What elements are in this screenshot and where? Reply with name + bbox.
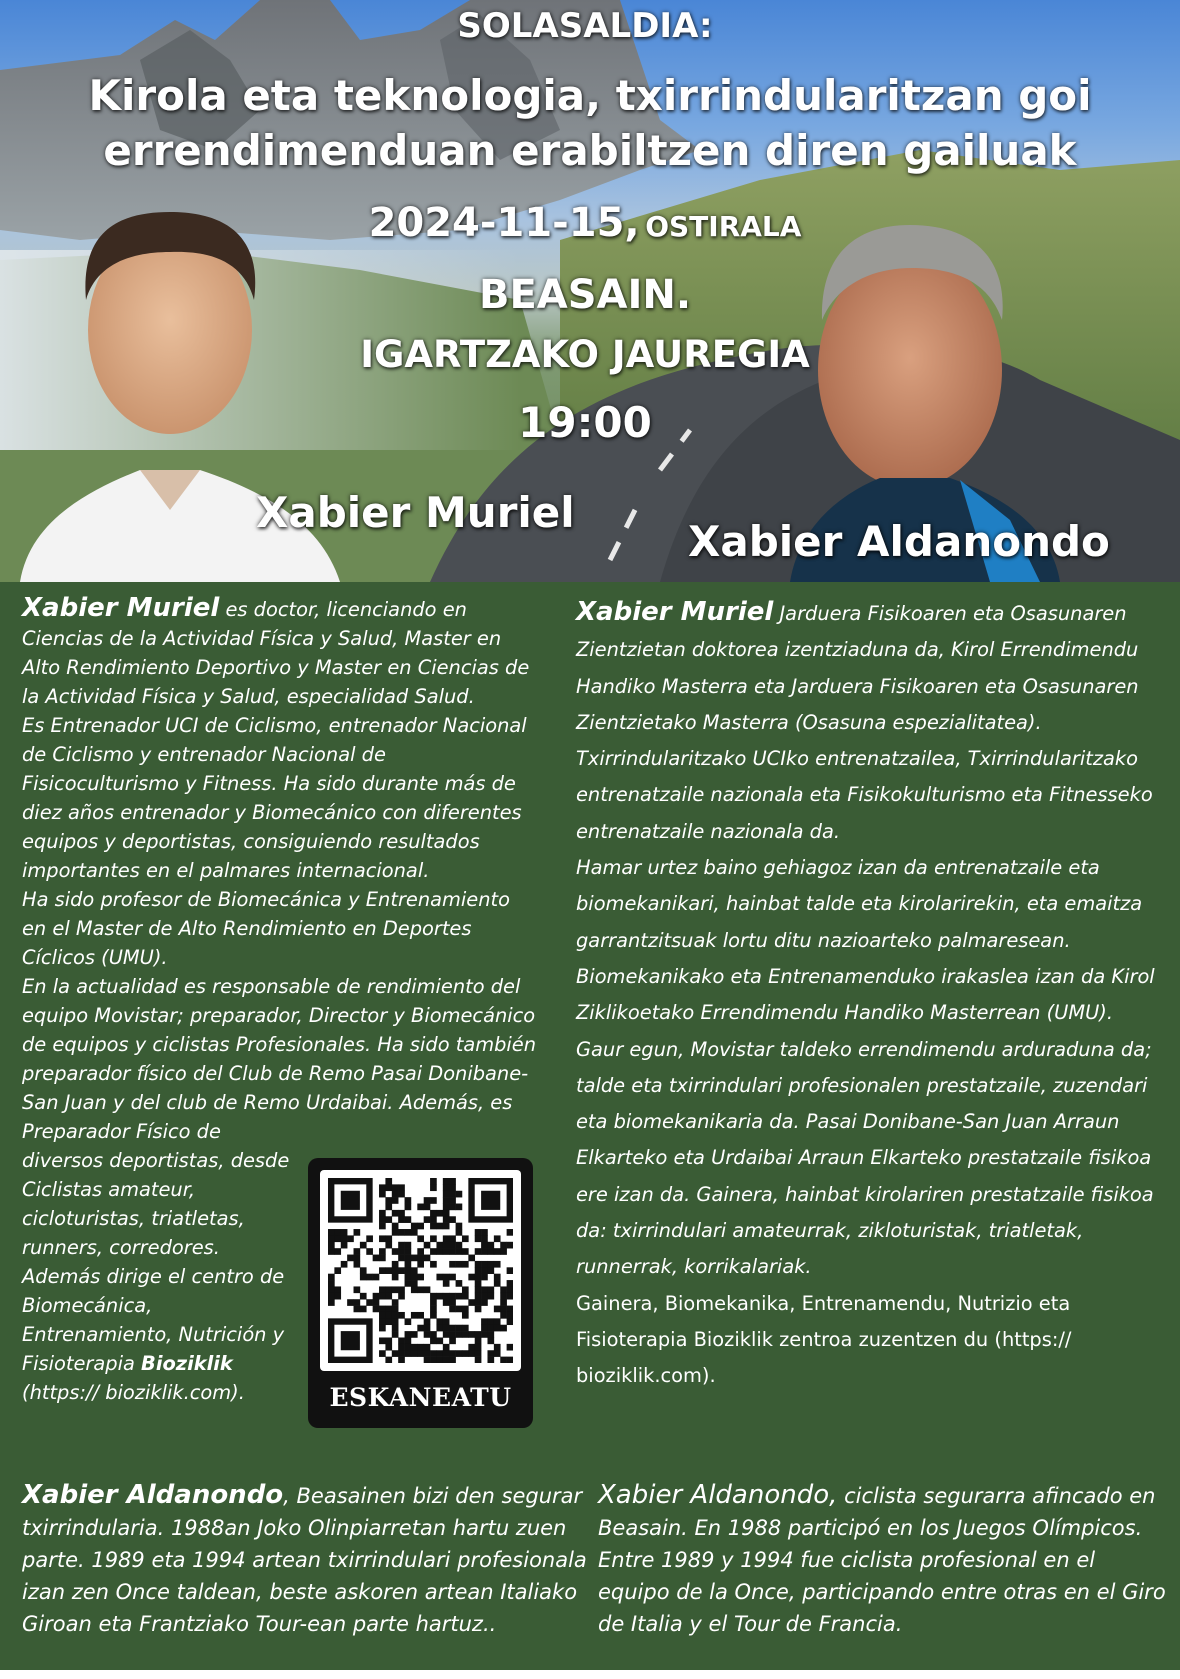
bio-muriel-es-p1: Xabier Muriel es doctor, licenciando en Ciencias de la Actividad Física y Salud, Master en Alto Rendimiento Deportivo y Master en Ciencias de la Actividad Física y Salud, especialidad Salud. <box>22 593 530 708</box>
bio-muriel-es-p4: En la actualidad es responsable de rendimiento del equipo Movistar; preparador, Director y Biomecánico de equipos y ciclistas Profesionales. Ha sido también preparador físico del Club de Remo Pasai Donibane-San Juan y del club de Remo Urdaibai. Además, es <box>22 975 537 1114</box>
bio-muriel-eu-p4: Biomekanikako eta Entrenamenduko irakaslea izan da Kirol Ziklikoetako Errendimendu Handiko Masterrean (UMU). <box>576 964 1155 1025</box>
bio-muriel-eu-lead: Xabier Muriel <box>576 597 774 627</box>
bio-muriel-eu-p2: Txirrindularitzako UCIko entrenatzailea, Txirrindularitzako entrenatzaile nazionala eta Fisikokulturismo eta Fitnesseko entrenatzaile nazionala da. <box>576 747 1153 843</box>
bio-aldanondo-eu: Xabier Aldanondo, Beasainen bizi den segurar txirrindularia. 1988an Joko Olinpiarretan hartu zuen parte. 1989 eta 1994 artean txirrindulari profesionala izan zen Once taldean, beste askoren artean Italiako Giroan eta Frantziako Tour-ean parte hartuz.. <box>22 1480 587 1636</box>
qr-label: ESKANEATU <box>329 1383 512 1412</box>
event-date: 2024-11-15, <box>368 200 640 246</box>
event-weekday: OSTIRALA <box>645 210 802 243</box>
event-time: 19:00 <box>518 398 652 447</box>
event-town: BEASAIN. <box>478 272 692 318</box>
event-kicker: SOLASALDIA: <box>457 6 713 46</box>
speaker-name-aldanondo: Xabier Aldanondo <box>688 517 1110 566</box>
event-venue: IGARTZAKO JAUREGIA <box>360 333 810 376</box>
bio-muriel-es-p5: Preparador Físico de diversos deportistas, desde Ciclistas amateur, cicloturistas, triatletas, runners, corredores. <box>22 1120 290 1259</box>
hero-photo <box>0 0 1180 582</box>
bio-aldanondo-es: Xabier Aldanondo, ciclista segurarra afincado en Beasain. En 1988 participó en los Juegos Olímpicos. Entre 1989 y 1994 fue ciclista profesional en el equipo de la Once, participando entre otras en el Giro de Italia y el Tour de Francia. <box>598 1480 1166 1636</box>
bio-muriel-eu-p6: Gainera, Biomekanika, Entrenamendu, Nutrizio eta Fisioterapia Bioziklik zentroa zuzentzen du (https:// bioziklik.com). <box>576 1291 1072 1388</box>
bio-aldanondo-eu-lead: Xabier Aldanondo <box>22 1480 284 1510</box>
bottom-margin <box>0 1670 1180 1679</box>
qr-code-card[interactable] <box>308 1158 533 1428</box>
bio-muriel-es-lead: Xabier Muriel <box>22 593 220 623</box>
bio-muriel-es-p6: Además dirige el centro de Biomecánica, Entrenamiento, Nutrición y Fisioterapia Bioziklik (https:// bioziklik.com). <box>22 1265 285 1404</box>
bio-muriel-eu-p1: Xabier Muriel Jarduera Fisikoaren eta Osasunaren Zientzietan doktorea izentziaduna da, Kirol Errendimendu Handiko Masterra eta Jarduera Fisikoaren eta Osasunaren Zientzietako Masterra (Osasuna espezialitatea). <box>576 597 1139 734</box>
speaker-name-muriel: Xabier Muriel <box>256 488 575 537</box>
bio-aldanondo-es-lead: Xabier Aldanondo, <box>598 1480 838 1510</box>
bio-muriel-eu-p5: Gaur egun, Movistar taldeko errendimendu arduraduna da; talde eta txirrindulari profesionalen prestatzaile, zuzendari eta biomekanikaria da. Pasai Donibane-San Juan Arraun Elkarteko eta Urdaibai Arraun Elkarteko prestatzaile fisikoa ere izan da. Gainera, hainbat kirolariren prestatzaile fisikoa da: txirrindulari amateurrak, zikloturistak, triatletak, runnerrak, korrikalariak. <box>576 1037 1154 1279</box>
qr-code-icon <box>328 1178 513 1363</box>
bio-muriel-eu <box>576 594 1166 1395</box>
bio-muriel-es-p2: Es Entrenador UCI de Ciclismo, entrenador Nacional de Ciclismo y entrenador Nacional de Fisicoculturismo y Fitness. Ha sido durante más de diez años entrenador y Biomecánico con diferentes equipos y deportistas, consiguiendo resultados importantes en el palmares internacional. <box>22 714 527 882</box>
event-date-line <box>0 200 1170 246</box>
event-title: Kirola eta teknologia, txirrindularitzan goi errendimenduan erabiltzen diren gailuak <box>88 71 1092 175</box>
qr-code[interactable] <box>320 1170 521 1371</box>
bio-muriel-es-p3: Ha sido profesor de Biomecánica y Entrenamiento en el Master de Alto Rendimiento en Deportes Cíclicos (UMU). <box>22 888 510 969</box>
bio-muriel-eu-p3: Hamar urtez baino gehiagoz izan da entrenatzaile eta biomekanikari, hainbat talde eta kirolarirekin, eta emaitza garrantzitsuak lortu ditu nazioarteko palmaresean. <box>576 856 1143 952</box>
bioziklik-name: Bioziklik <box>141 1352 233 1375</box>
